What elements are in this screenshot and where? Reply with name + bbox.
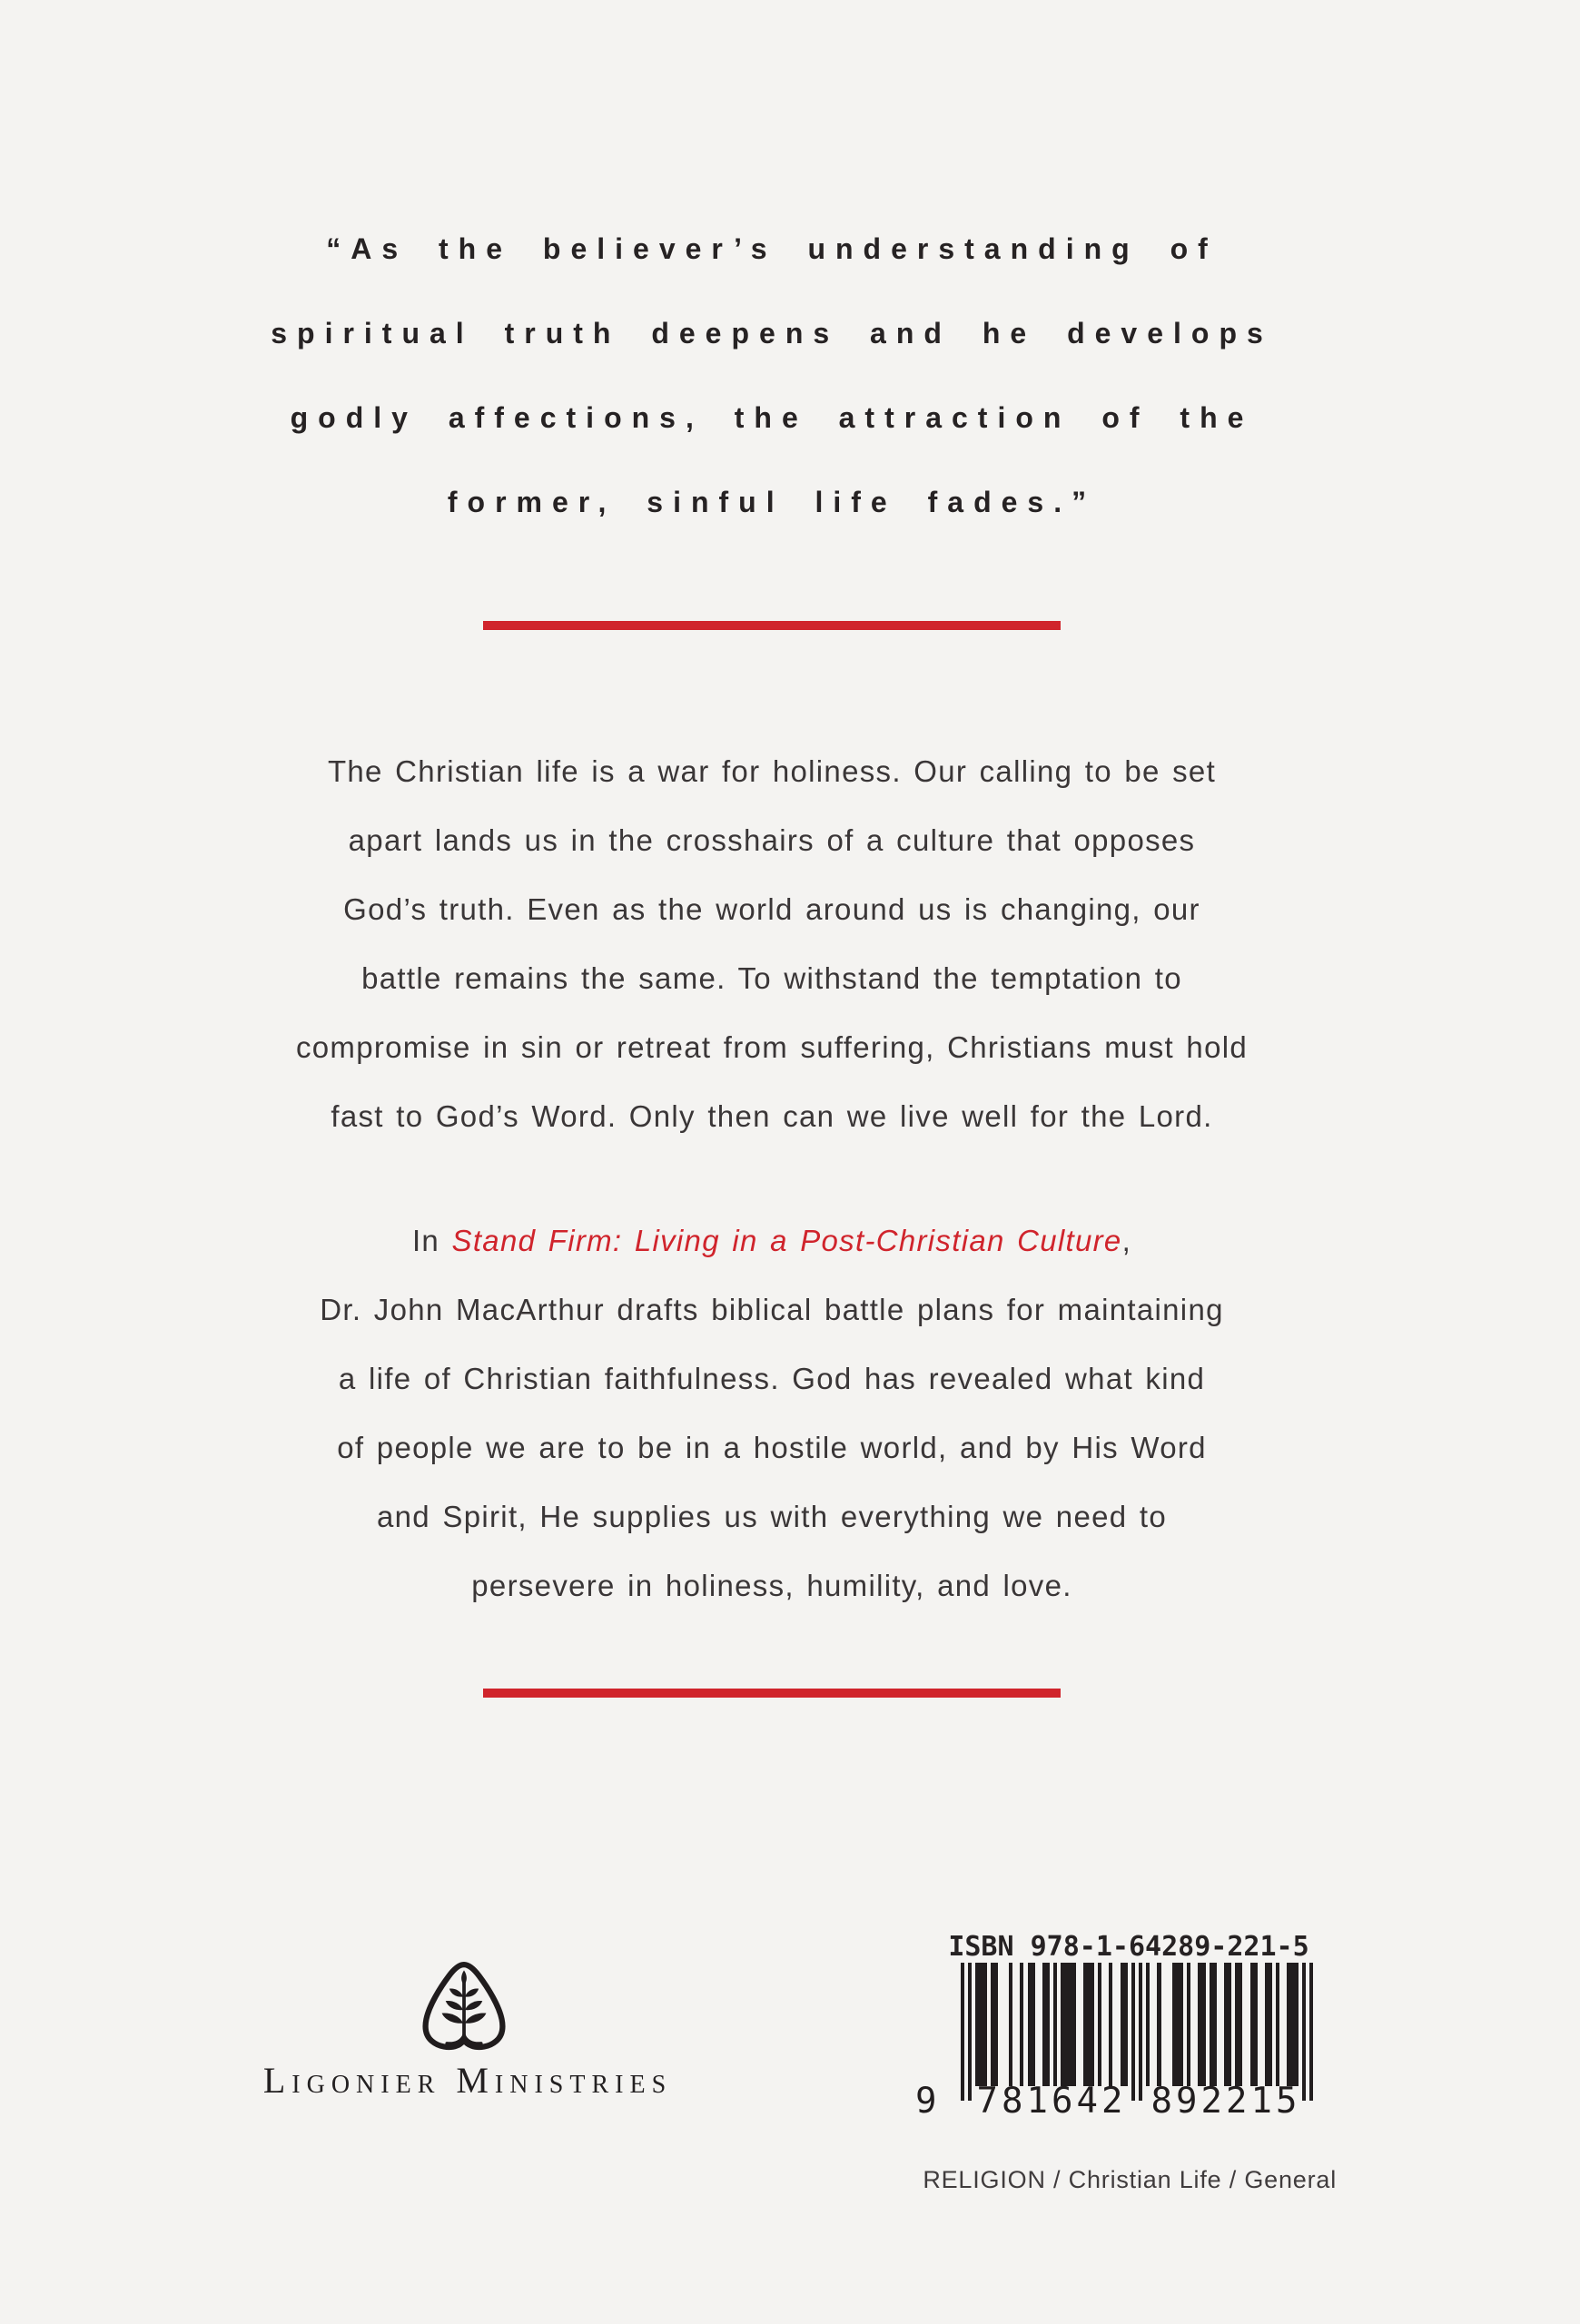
barcode-bar xyxy=(1276,1963,1279,2086)
intro-suffix: , xyxy=(1121,1224,1132,1257)
barcode-bar xyxy=(1187,1963,1190,2086)
barcode-bar xyxy=(1083,1963,1094,2086)
synopsis-line: fast to God’s Word. Only then can we live well for the Lord. xyxy=(331,1099,1213,1133)
barcode-digit-group-1: 781642 xyxy=(976,2081,1127,2122)
barcode-bar xyxy=(1224,1963,1231,2086)
red-divider-top xyxy=(483,621,1061,630)
barcode-bar xyxy=(1109,1963,1112,2086)
barcode-bar xyxy=(1121,1963,1128,2086)
synopsis-paragraph-2 xyxy=(73,1206,1471,1620)
synopsis-line: compromise in sin or retreat from suffering, Christians must hold xyxy=(295,1030,1249,1064)
intro-prefix: In xyxy=(411,1224,452,1257)
synopsis-line: apart lands us in the crosshairs of a culture that opposes xyxy=(348,823,1196,857)
publisher-name: Ligonier Ministries xyxy=(262,2060,673,2101)
barcode-bar xyxy=(975,1963,986,2086)
barcode-digit-group-2: 892215 xyxy=(1150,2081,1301,2122)
synopsis-intro-line xyxy=(73,1206,1471,1275)
barcode-digit-lead: 9 xyxy=(915,2081,937,2122)
barcode-bar xyxy=(1061,1963,1075,2086)
synopsis-paragraph-1 xyxy=(73,737,1471,1151)
synopsis-line: battle remains the same. To withstand the temptation to xyxy=(361,961,1182,995)
barcode-bar xyxy=(1146,1963,1150,2086)
barcode-bar xyxy=(1250,1963,1258,2086)
synopsis-line: and Spirit, He supplies us with everything we need to xyxy=(377,1500,1167,1533)
synopsis-line: of people we are to be in a hostile world, and by His Word xyxy=(337,1431,1207,1464)
barcode-bar xyxy=(961,1963,964,2101)
synopsis-line: God’s truth. Even as the world around us is changing, our xyxy=(343,892,1200,926)
barcode-bar xyxy=(1028,1963,1035,2086)
barcode-bar xyxy=(1287,1963,1298,2086)
barcode-bar xyxy=(1235,1963,1242,2086)
pull-quote xyxy=(0,207,1544,545)
barcode-bar xyxy=(991,1963,998,2086)
quote-line: former, sinful life fades.” xyxy=(447,486,1097,518)
barcode-bar xyxy=(1265,1963,1272,2086)
synopsis-line: The Christian life is a war for holiness. Our calling to be set xyxy=(327,754,1217,788)
barcode-bar xyxy=(1172,1963,1183,2086)
synopsis-line: Dr. John MacArthur drafts biblical battle plans for maintaining xyxy=(320,1293,1224,1326)
barcode-bar xyxy=(1309,1963,1313,2101)
barcode-bar xyxy=(968,1963,972,2101)
bisac-category: RELIGION / Christian Life / General xyxy=(923,2166,1337,2193)
barcode-bar xyxy=(1020,1963,1023,2086)
ligonier-tree-logo-icon xyxy=(416,1962,512,2056)
quote-line: godly affections, the attraction of the xyxy=(290,401,1254,434)
barcode-bar xyxy=(1210,1963,1217,2086)
barcode-bar xyxy=(1139,1963,1142,2101)
quote-line: spiritual truth deepens and he develops xyxy=(271,317,1273,350)
barcode-bar xyxy=(1157,1963,1160,2086)
red-divider-bottom xyxy=(483,1689,1061,1698)
book-title-text: Stand Firm: Living in a Post-Christian Culture xyxy=(451,1224,1122,1257)
isbn-label: ISBN 978-1-64289-221-5 xyxy=(948,1931,1309,1963)
synopsis-line: a life of Christian faithfulness. God has revealed what kind xyxy=(338,1362,1206,1395)
barcode-bar xyxy=(1053,1963,1057,2086)
synopsis-line: persevere in holiness, humility, and love. xyxy=(471,1569,1072,1602)
barcode-bar xyxy=(1198,1963,1205,2086)
barcode-bar xyxy=(1042,1963,1050,2086)
barcode-bar xyxy=(1098,1963,1101,2086)
barcode-bar xyxy=(1131,1963,1135,2101)
barcode-bar xyxy=(1009,1963,1012,2086)
quote-line: “As the believer’s understanding of xyxy=(326,232,1218,265)
